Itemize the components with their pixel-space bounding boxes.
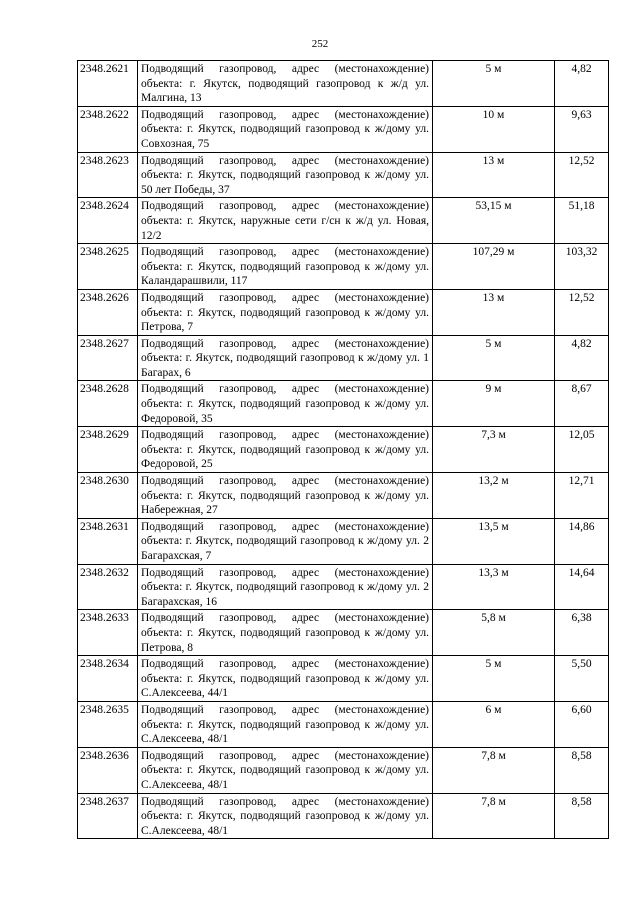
cell-description: Подводящий газопровод, адрес (местонахождение) объекта: г. Якутск, подводящий газопровод к ж/дому ул. 1 Багарах, 6 — [138, 335, 433, 381]
cell-code: 2348.2634 — [78, 656, 138, 702]
cell-length: 13,3 м — [433, 564, 555, 610]
cell-value: 5,50 — [555, 656, 609, 702]
cell-description: Подводящий газопровод, адрес (местонахождение) объекта: г. Якутск, подводящий газопровод к ж/дому ул. 2 Багарахская, 16 — [138, 564, 433, 610]
table-row — [78, 564, 609, 610]
cell-length: 107,29 м — [433, 244, 555, 290]
cell-code: 2348.2635 — [78, 701, 138, 747]
cell-length: 13,5 м — [433, 518, 555, 564]
cell-description: Подводящий газопровод, адрес (местонахождение) объекта: г. Якутск, подводящий газопровод к ж/дому ул. Набережная, 27 — [138, 473, 433, 519]
cell-value: 12,52 — [555, 152, 609, 198]
cell-value: 8,67 — [555, 381, 609, 427]
cell-description: Подводящий газопровод, адрес (местонахождение) объекта: г. Якутск, подводящий газопровод к ж/д ул. Малгина, 13 — [138, 61, 433, 107]
table-row — [78, 152, 609, 198]
cell-length: 5 м — [433, 61, 555, 107]
table-row — [78, 656, 609, 702]
cell-value: 51,18 — [555, 198, 609, 244]
cell-value: 103,32 — [555, 244, 609, 290]
cell-length: 7,8 м — [433, 793, 555, 839]
cell-code: 2348.2632 — [78, 564, 138, 610]
cell-length: 5 м — [433, 335, 555, 381]
cell-description: Подводящий газопровод, адрес (местонахождение) объекта: г. Якутск, подводящий газопровод к ж/дому ул. Петрова, 7 — [138, 289, 433, 335]
cell-length: 9 м — [433, 381, 555, 427]
cell-code: 2348.2629 — [78, 427, 138, 473]
cell-code: 2348.2621 — [78, 61, 138, 107]
cell-length: 10 м — [433, 106, 555, 152]
cell-value: 4,82 — [555, 335, 609, 381]
registry-table — [77, 60, 609, 839]
table-row — [78, 610, 609, 656]
table-row — [78, 701, 609, 747]
cell-length: 6 м — [433, 701, 555, 747]
cell-description: Подводящий газопровод, адрес (местонахождение) объекта: г. Якутск, подводящий газопровод к ж/дому ул. 2 Багарахская, 7 — [138, 518, 433, 564]
table-row — [78, 793, 609, 839]
cell-description: Подводящий газопровод, адрес (местонахождение) объекта: г. Якутск, подводящий газопровод к ж/дому ул. С.Алексеева, 48/1 — [138, 793, 433, 839]
table-row — [78, 244, 609, 290]
cell-value: 4,82 — [555, 61, 609, 107]
cell-code: 2348.2625 — [78, 244, 138, 290]
cell-description: Подводящий газопровод, адрес (местонахождение) объекта: г. Якутск, наружные сети г/сн к ж/д ул. Новая, 12/2 — [138, 198, 433, 244]
cell-code: 2348.2626 — [78, 289, 138, 335]
cell-code: 2348.2622 — [78, 106, 138, 152]
cell-code: 2348.2628 — [78, 381, 138, 427]
cell-code: 2348.2631 — [78, 518, 138, 564]
cell-code: 2348.2636 — [78, 747, 138, 793]
table-row — [78, 61, 609, 107]
table-row — [78, 747, 609, 793]
cell-length: 13 м — [433, 289, 555, 335]
cell-code: 2348.2624 — [78, 198, 138, 244]
cell-code: 2348.2633 — [78, 610, 138, 656]
cell-value: 8,58 — [555, 747, 609, 793]
cell-description: Подводящий газопровод, адрес (местонахождение) объекта: г. Якутск, подводящий газопровод к ж/дому ул. С.Алексеева, 48/1 — [138, 701, 433, 747]
cell-value: 8,58 — [555, 793, 609, 839]
cell-description: Подводящий газопровод, адрес (местонахождение) объекта: г. Якутск, подводящий газопровод к ж/дому ул. С.Алексеева, 48/1 — [138, 747, 433, 793]
cell-code: 2348.2623 — [78, 152, 138, 198]
cell-description: Подводящий газопровод, адрес (местонахождение) объекта: г. Якутск, подводящий газопровод к ж/дому ул. 50 лет Победы, 37 — [138, 152, 433, 198]
cell-value: 14,64 — [555, 564, 609, 610]
table-row — [78, 106, 609, 152]
cell-description: Подводящий газопровод, адрес (местонахождение) объекта: г. Якутск, подводящий газопровод к ж/дому ул. С.Алексеева, 44/1 — [138, 656, 433, 702]
cell-length: 5 м — [433, 656, 555, 702]
table-row — [78, 518, 609, 564]
table-row — [78, 289, 609, 335]
cell-length: 53,15 м — [433, 198, 555, 244]
cell-code: 2348.2627 — [78, 335, 138, 381]
table-row — [78, 335, 609, 381]
table-body — [78, 61, 609, 839]
cell-value: 14,86 — [555, 518, 609, 564]
cell-value: 12,52 — [555, 289, 609, 335]
table-row — [78, 381, 609, 427]
cell-length: 7,8 м — [433, 747, 555, 793]
cell-value: 6,38 — [555, 610, 609, 656]
cell-description: Подводящий газопровод, адрес (местонахождение) объекта: г. Якутск, подводящий газопровод к ж/дому ул. Каландарашвили, 117 — [138, 244, 433, 290]
cell-length: 7,3 м — [433, 427, 555, 473]
cell-description: Подводящий газопровод, адрес (местонахождение) объекта: г. Якутск, подводящий газопровод к ж/дому ул. Федоровой, 25 — [138, 427, 433, 473]
table-row — [78, 427, 609, 473]
table-row — [78, 473, 609, 519]
cell-value: 12,05 — [555, 427, 609, 473]
cell-length: 13,2 м — [433, 473, 555, 519]
cell-length: 5,8 м — [433, 610, 555, 656]
cell-value: 12,71 — [555, 473, 609, 519]
cell-length: 13 м — [433, 152, 555, 198]
cell-code: 2348.2637 — [78, 793, 138, 839]
cell-description: Подводящий газопровод, адрес (местонахождение) объекта: г. Якутск, подводящий газопровод к ж/дому ул. Петрова, 8 — [138, 610, 433, 656]
cell-description: Подводящий газопровод, адрес (местонахождение) объекта: г. Якутск, подводящий газопровод к ж/дому ул. Совхозная, 75 — [138, 106, 433, 152]
cell-value: 6,60 — [555, 701, 609, 747]
page-number: 252 — [311, 38, 329, 50]
cell-value: 9,63 — [555, 106, 609, 152]
table-row — [78, 198, 609, 244]
cell-description: Подводящий газопровод, адрес (местонахождение) объекта: г. Якутск, подводящий газопровод к ж/дому ул. Федоровой, 35 — [138, 381, 433, 427]
cell-code: 2348.2630 — [78, 473, 138, 519]
